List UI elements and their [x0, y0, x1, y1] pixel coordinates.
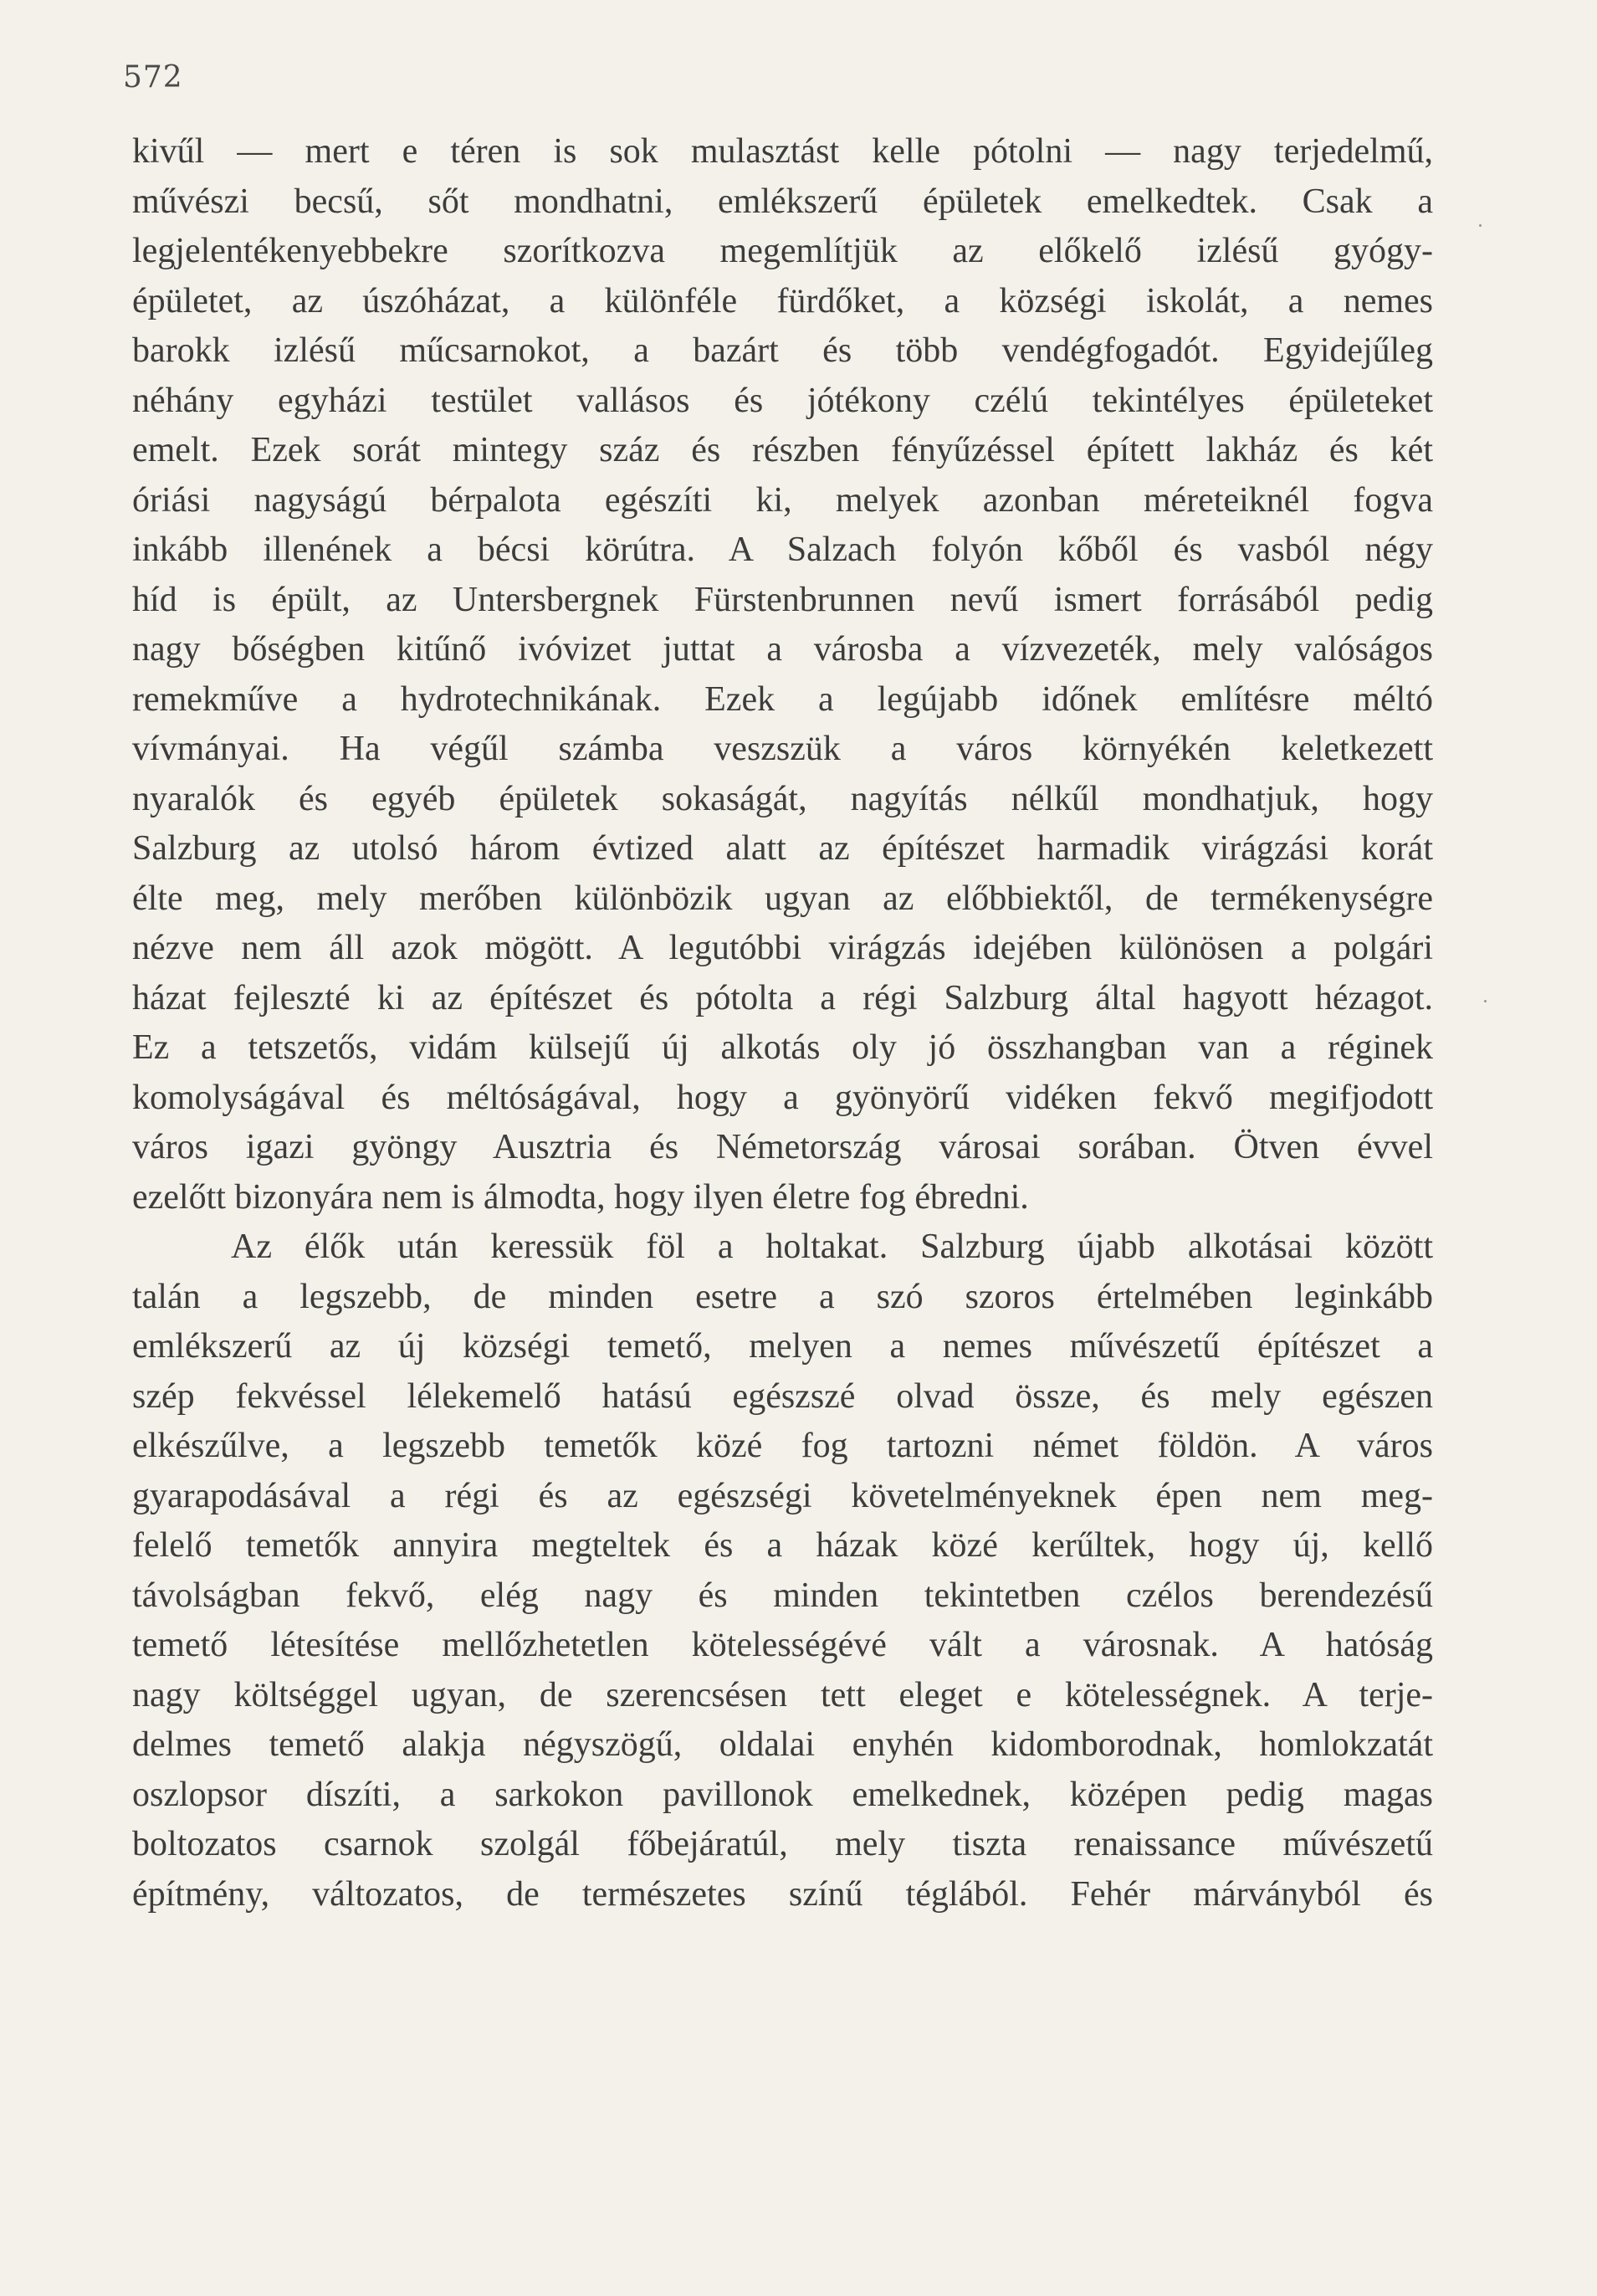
text-line: emelt. Ezek sorát mintegy száz és részben fényűzéssel épített lakház és két: [132, 431, 1433, 469]
text-line: Salzburg az utolsó három évtized alatt az építészet harmadik virágzási korát: [132, 829, 1433, 868]
text-line: inkább illenének a bécsi körútra. A Salzach folyón kőből és vasból négy: [132, 530, 1433, 569]
text-line: néhány egyházi testület vallásos és jótékony czélú tekintélyes épületeket: [132, 381, 1433, 420]
paper-speck: [1484, 1000, 1487, 1002]
text-line: nézve nem áll azok mögött. A legutóbbi virágzás idejében különösen a polgári: [132, 929, 1433, 967]
text-line: felelő temetők annyira megteltek és a házak közé kerűltek, hogy új, kellő: [132, 1526, 1433, 1565]
text-line: város igazi gyöngy Ausztria és Németország városai sorában. Ötven évvel: [132, 1128, 1433, 1166]
text-line: Az élők után keressük föl a holtakat. Salzburg újabb alkotásai között: [231, 1227, 1433, 1266]
text-line: élte meg, mely merőben különbözik ugyan az előbbiektől, de termékenységre: [132, 879, 1433, 918]
text-line: emlékszerű az új községi temető, melyen a nemes művészetű építészet a: [132, 1327, 1433, 1366]
paragraph-2: [132, 1222, 1433, 1919]
text-line: komolyságával és méltóságával, hogy a gyönyörű vidéken fekvő megifjodott: [132, 1078, 1433, 1117]
text-line: nagy bőségben kitűnő ivóvizet juttat a városba a vízvezeték, mely valóságos: [132, 630, 1433, 669]
text-line: távolságban fekvő, elég nagy és minden tekintetben czélos berendezésű: [132, 1576, 1433, 1615]
body-text: [132, 127, 1433, 1919]
text-line: remekműve a hydrotechnikának. Ezek a legújabb időnek említésre méltó: [132, 679, 1433, 719]
text-line: gyarapodásával a régi és az egészségi követelményeknek épen nem meg-: [132, 1476, 1433, 1515]
text-line: talán a legszebb, de minden esetre a szó szoros értelmében leginkább: [132, 1277, 1433, 1316]
text-line: barokk izlésű műcsarnokot, a bazárt és több vendégfogadót. Egyidejűleg: [132, 331, 1433, 370]
text-line: művészi becsű, sőt mondhatni, emlékszerű épületek emelkedtek. Csak a: [132, 182, 1433, 221]
text-line: nyaralók és egyéb épületek sokaságát, nagyítás nélkűl mondhatjuk, hogy: [132, 779, 1433, 818]
text-line: Ez a tetszetős, vidám külsejű új alkotás oly jó összhangban van a réginek: [132, 1028, 1433, 1067]
text-line: kivűl — mert e téren is sok mulasztást kelle pótolni — nagy terjedelmű,: [132, 132, 1433, 171]
page-number: 572: [123, 60, 183, 95]
text-line: óriási nagyságú bérpalota egészíti ki, melyek azonban méreteiknél fogva: [132, 480, 1433, 520]
text-line: ezelőtt bizonyára nem is álmodta, hogy ilyen életre fog ébredni.: [132, 1177, 1029, 1217]
text-line: híd is épült, az Untersbergnek Fürstenbrunnen nevű ismert forrásából pedig: [132, 580, 1433, 619]
text-line: oszlopsor díszíti, a sarkokon pavillonok emelkednek, középen pedig magas: [132, 1775, 1433, 1814]
text-line: nagy költséggel ugyan, de szerencsésen tett eleget e kötelességnek. A terje-: [132, 1675, 1433, 1714]
text-line: épületet, az úszóházat, a különféle fürdőket, a községi iskolát, a nemes: [132, 281, 1433, 320]
text-line: delmes temető alakja négyszögű, oldalai enyhén kidomborodnak, homlokzatát: [132, 1725, 1433, 1764]
paragraph-1: [132, 127, 1433, 1222]
text-line: vívmányai. Ha végűl számba veszszük a város környékén keletkezett: [132, 730, 1433, 768]
paper-speck: [1479, 224, 1482, 227]
text-line: boltozatos csarnok szolgál főbejáratúl, mely tiszta renaissance művészetű: [132, 1825, 1433, 1863]
text-line: házat fejleszté ki az építészet és pótolta a régi Salzburg által hagyott hézagot.: [132, 978, 1433, 1017]
text-line: temető létesítése mellőzhetetlen kötelességévé vált a városnak. A hatóság: [132, 1626, 1433, 1664]
text-line: szép fekvéssel lélekemelő hatású egészszé olvad össze, és mely egészen: [132, 1376, 1433, 1416]
text-line: legjelentékenyebbekre szorítkozva megemlítjük az előkelő izlésű gyógy-: [132, 232, 1433, 270]
text-line: építmény, változatos, de természetes színű téglából. Fehér márványból és: [132, 1874, 1433, 1914]
text-line: elkészűlve, a legszebb temetők közé fog tartozni német földön. A város: [132, 1427, 1433, 1465]
